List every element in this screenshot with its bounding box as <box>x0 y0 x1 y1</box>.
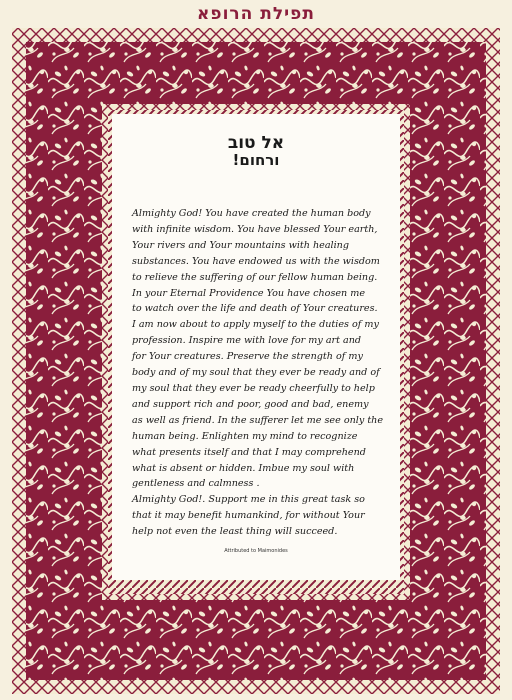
prayer-line: Almighty God!. Support me in this great task so <box>132 494 365 506</box>
prayer-line: to watch over the life and death of Your creatures. <box>132 303 378 315</box>
prayer-line: Your rivers and Your mountains with healing <box>132 239 350 251</box>
attribution: Attributed to Maimonides <box>224 548 288 554</box>
prayer-line: human being. Enlighten my mind to recognize <box>132 430 358 442</box>
prayer-line: to relieve the suffering of our fellow human being. <box>132 271 378 283</box>
prayer-line: substances. You have endowed us with the wisdom <box>132 255 380 267</box>
prayer-text <box>132 206 388 540</box>
prayer-line: that it may benefit humankind, for without Your <box>132 510 365 522</box>
motto-line-2: ורחום! <box>232 151 280 169</box>
prayer-panel <box>112 114 400 580</box>
prayer-line: gentleness and calmness . <box>132 478 260 490</box>
prayer-line: what presents itself and that I may comprehend <box>132 446 366 458</box>
prayer-line: my soul that they ever be ready cheerfully to help <box>132 382 375 394</box>
hebrew-title: תפילת הרופא <box>197 4 315 24</box>
prayer-line: body and of my soul that they ever be ready and of <box>132 367 380 379</box>
prayer-line: Almighty God! You have created the human body <box>132 208 371 219</box>
prayer-line: profession. Inspire me with love for my art and <box>132 335 362 347</box>
prayer-line: what is absent or hidden. Imbue my soul with <box>132 462 355 474</box>
prayer-line: with infinite wisdom. You have blessed Your earth, <box>132 223 378 235</box>
prayer-line: In your Eternal Providence You have chosen me <box>132 287 366 299</box>
prayer-line: help not even the least thing will succeed. <box>132 526 338 538</box>
motto-line-1: אל טוב <box>227 133 285 153</box>
hebrew-motto <box>112 134 400 169</box>
prayer-line: I am now about to apply myself to the duties of my <box>132 319 379 331</box>
prayer-line: for Your creatures. Preserve the strength of my <box>132 351 363 363</box>
prayer-line: and support rich and poor, good and bad, enemy <box>132 398 369 410</box>
prayer-line: as well as friend. In the sufferer let me see only the <box>132 414 384 426</box>
